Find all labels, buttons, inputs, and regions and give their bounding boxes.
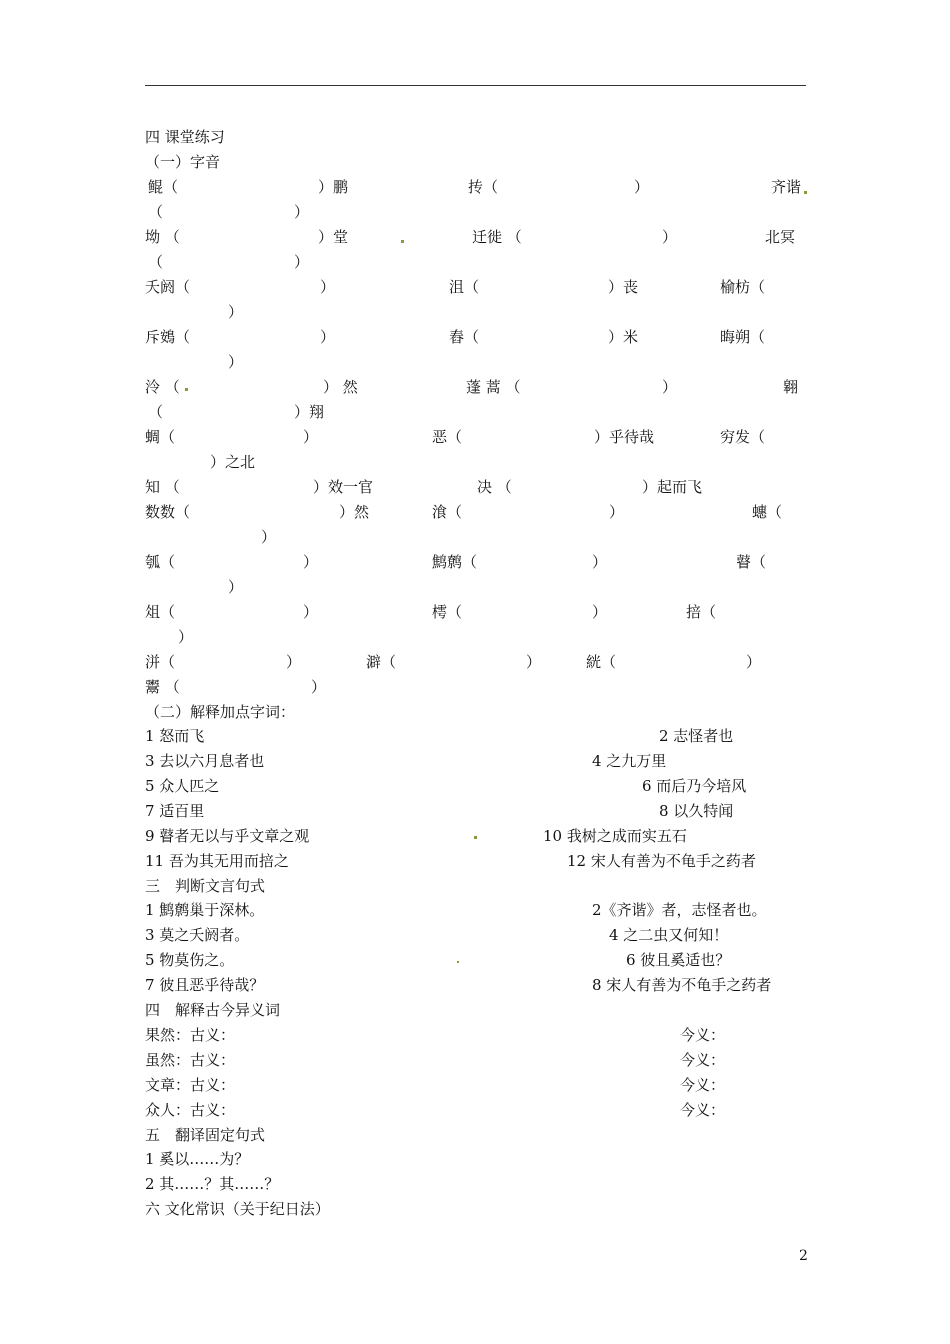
- text-line: 4 之九万里: [592, 752, 667, 770]
- text-line: 今义：: [680, 1026, 726, 1044]
- text-line: 10 我树之成而实五石: [543, 827, 687, 845]
- text-line: ）: [592, 603, 608, 621]
- text-line: 5 物莫伤之。: [145, 951, 235, 969]
- text-line: 数数（: [145, 503, 191, 521]
- text-line: 3 莫之夭阏者。: [145, 926, 250, 944]
- text-line: ）: [178, 628, 194, 646]
- text-line: 3 去以六月息者也: [145, 752, 265, 770]
- text-line: 迁徙 （: [472, 228, 522, 246]
- text-line: ）: [228, 353, 244, 371]
- text-line: 舂（: [449, 328, 480, 346]
- text-line: 8 以久特闻: [659, 802, 734, 820]
- text-line: 抟（: [468, 178, 499, 196]
- emphasis-dot: [401, 240, 404, 243]
- text-line: 蜩（: [145, 428, 176, 446]
- text-line: ）鹏: [318, 178, 349, 196]
- text-line: 沮（: [449, 278, 480, 296]
- text-line: （: [148, 403, 164, 421]
- text-line: （: [148, 203, 164, 221]
- text-line: 蟪（: [752, 503, 783, 521]
- text-line: 掊（: [686, 603, 717, 621]
- text-line: 鬻 （: [145, 678, 180, 696]
- text-line: 众人：古义：: [145, 1101, 236, 1119]
- text-line: （一）字音: [145, 153, 221, 171]
- text-line: 齐谐: [771, 178, 802, 196]
- emphasis-dot: [185, 388, 188, 391]
- text-line: 瞽（: [736, 553, 767, 571]
- text-line: ）: [662, 228, 678, 246]
- text-line: 4 之二虫又何知！: [609, 926, 729, 944]
- text-line: 六 文化常识（关于纪日法）: [145, 1200, 330, 1218]
- text-line: 6 彼且奚适也？: [626, 951, 731, 969]
- text-line: 俎（: [145, 603, 176, 621]
- text-line: 五 翻译固定句式: [145, 1126, 266, 1144]
- text-line: ）米: [608, 328, 639, 346]
- page-number: 2: [799, 1248, 808, 1264]
- text-line: ）: [592, 553, 608, 571]
- text-line: ）: [320, 328, 336, 346]
- text-line: 四 课堂练习: [145, 128, 225, 146]
- text-line: 晦朔（: [720, 328, 766, 346]
- text-line: 恶（: [432, 428, 463, 446]
- text-line: 洴（: [145, 653, 176, 671]
- text-line: 7 彼且恶乎待哉？: [145, 976, 265, 994]
- text-line: ）: [311, 678, 327, 696]
- text-line: ）翔: [294, 403, 325, 421]
- text-line: ）: [662, 378, 678, 396]
- text-line: 北冥: [765, 228, 796, 246]
- text-line: 斥鴳（: [145, 328, 191, 346]
- text-line: 穷发（: [720, 428, 766, 446]
- text-line: ）丧: [608, 278, 639, 296]
- text-line: 2 志怪者也: [659, 727, 734, 745]
- text-line: 2 其……？其……？: [145, 1175, 280, 1193]
- text-line: ）: [609, 503, 625, 521]
- text-line: 1 怒而飞: [145, 727, 205, 745]
- text-line: 夭阏（: [145, 278, 191, 296]
- text-line: 三 判断文言句式: [145, 877, 266, 895]
- text-line: 湌（: [432, 503, 463, 521]
- text-line: 1 鹪鹩巢于深林。: [145, 901, 265, 919]
- emphasis-dot: [457, 961, 459, 963]
- emphasis-dot: [804, 191, 807, 194]
- text-line: ）: [228, 578, 244, 596]
- header-rule: [145, 85, 806, 86]
- emphasis-dot: [474, 836, 477, 839]
- text-line: ）: [294, 203, 310, 221]
- text-line: 11 吾为其无用而掊之: [145, 852, 289, 870]
- text-line: 文章：古义：: [145, 1076, 236, 1094]
- text-line: 9 瞽者无以与乎文章之观: [145, 827, 310, 845]
- text-line: （二）解释加点字词：: [145, 703, 296, 721]
- text-line: ）: [303, 428, 319, 446]
- text-line: 决 （: [477, 478, 512, 496]
- text-line: 坳 （: [145, 228, 180, 246]
- text-line: ）: [746, 653, 762, 671]
- text-line: 泠 （: [145, 378, 180, 396]
- text-line: ）: [294, 253, 310, 271]
- text-line: 絖（: [586, 653, 617, 671]
- text-line: 翱: [783, 378, 799, 396]
- text-line: ）然: [339, 503, 370, 521]
- text-line: 四 解释古今异义词: [145, 1001, 281, 1019]
- text-line: 5 众人匹之: [145, 777, 220, 795]
- text-line: 瓠（: [145, 553, 176, 571]
- text-line: ）: [303, 603, 319, 621]
- text-line: ）起而飞: [642, 478, 703, 496]
- text-line: 1 奚以……为？: [145, 1150, 250, 1168]
- text-line: 12 宋人有善为不龟手之药者: [567, 852, 756, 870]
- text-line: 今义：: [680, 1076, 726, 1094]
- text-line: ）效一官: [313, 478, 374, 496]
- text-line: （: [148, 253, 164, 271]
- text-line: ） 然: [323, 378, 358, 396]
- text-line: 樗（: [432, 603, 463, 621]
- text-line: ）: [320, 278, 336, 296]
- text-line: 今义：: [680, 1101, 726, 1119]
- text-line: ）: [286, 653, 302, 671]
- text-line: 鲲（: [148, 178, 179, 196]
- text-line: ）: [303, 553, 319, 571]
- text-line: 6 而后乃今培风: [642, 777, 747, 795]
- text-line: 果然：古义：: [145, 1026, 236, 1044]
- text-line: 澼（: [366, 653, 397, 671]
- text-line: 鹪鹩（: [432, 553, 478, 571]
- text-line: 榆枋（: [720, 278, 766, 296]
- text-line: 知 （: [145, 478, 180, 496]
- text-line: ）乎待哉: [594, 428, 655, 446]
- text-line: ）: [261, 528, 277, 546]
- text-line: 蓬 蒿 （: [466, 378, 521, 396]
- text-line: ）之北: [210, 453, 256, 471]
- text-line: 今义：: [680, 1051, 726, 1069]
- text-line: ）: [228, 303, 244, 321]
- text-line: 8 宋人有善为不龟手之药者: [592, 976, 772, 994]
- text-line: 2《齐谐》者，志怪者也。: [592, 901, 767, 919]
- text-line: ）: [526, 653, 542, 671]
- text-line: ）: [634, 178, 650, 196]
- text-line: ）堂: [318, 228, 349, 246]
- text-line: 虽然：古义：: [145, 1051, 236, 1069]
- text-line: 7 适百里: [145, 802, 205, 820]
